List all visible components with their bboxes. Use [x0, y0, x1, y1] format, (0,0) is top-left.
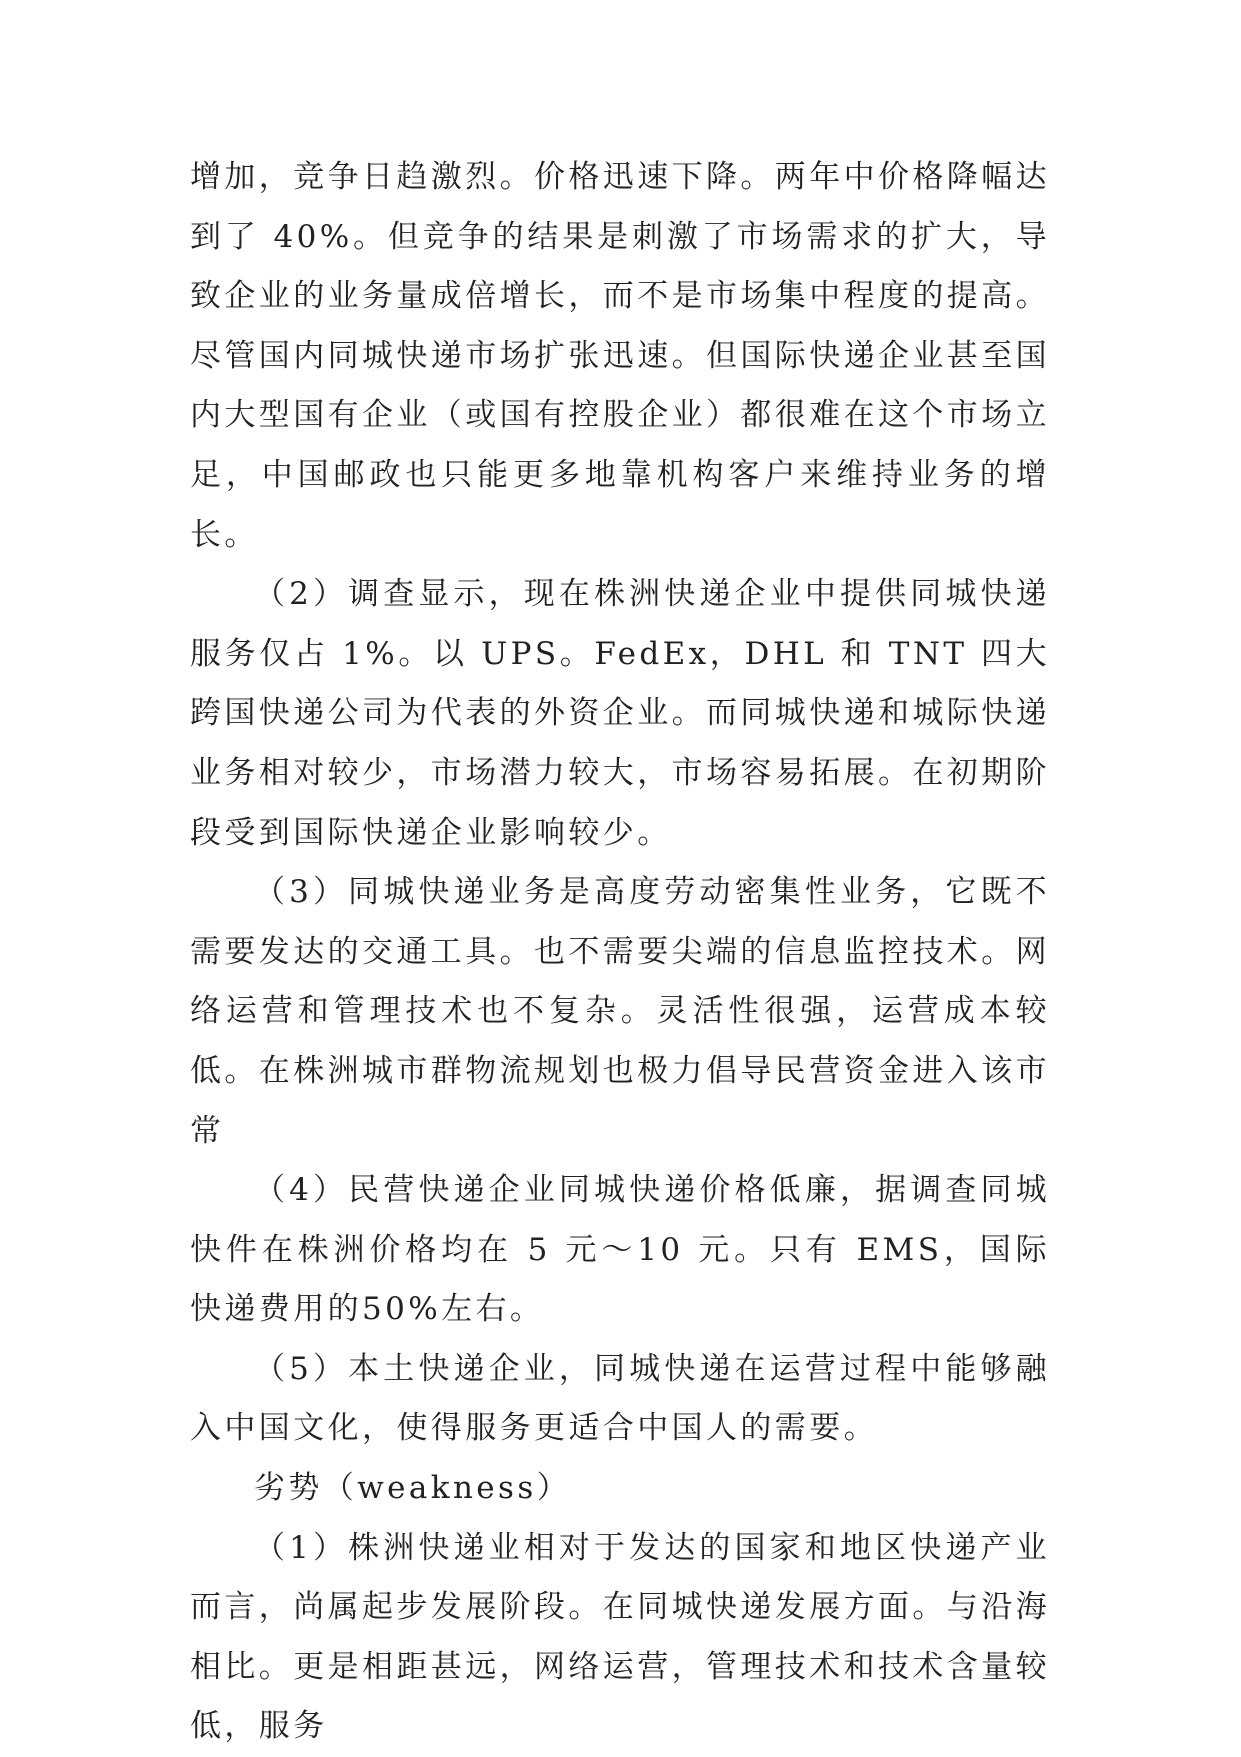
paragraph-weakness-1: （1）株洲快递业相对于发达的国家和地区快递产业而言，尚属起步发展阶段。在同城快递发展方面。与沿海相比。更是相距甚远，网络运营，管理技术和技术含量较低，服务 [190, 1529, 1050, 1745]
paragraph-continuation: 增加，竞争日趋激烈。价格迅速下降。两年中价格降幅达到了 40%。但竞争的结果是刺激了市场需求的扩大，导致企业的业务量成倍增长，而不是市场集中程度的提高。尽管国内同城快递市场扩张迅速。但国际快递企业甚至国内大型国有企业（或国有控股企业）都很难在这个市场立足，中国邮政也只能更多地靠机构客户来维持业务的增长。 [190, 159, 1050, 553]
paragraph-strength-3: （3）同城快递业务是高度劳动密集性业务，它既不需要发达的交通工具。也不需要尖端的信息监控技术。网络运营和管理技术也不复杂。灵活性很强，运营成本较低。在株洲城市群物流规划也极力倡导民营资金进入该市常 [190, 874, 1050, 1149]
paragraph-strength-4: （4）民营快递企业同城快递价格低廉，据调查同城快件在株洲价格均在 5 元～10 元。只有 EMS，国际快递费用的50%左右。 [190, 1172, 1050, 1328]
paragraph-strength-5: （5）本土快递企业，同城快递在运营过程中能够融入中国文化，使得服务更适合中国人的需要。 [190, 1350, 1050, 1447]
paragraph-strength-2: （2）调查显示，现在株洲快递企业中提供同城快递服务仅占 1%。以 UPS。FedEx，DHL 和 TNT 四大跨国快递公司为代表的外资企业。而同城快递和城际快递业务相对较少，市场潜力较大，市场容易拓展。在初期阶段受到国际快递企业影响较少。 [190, 576, 1050, 851]
section-heading-weakness: 劣势（weakness） [254, 1470, 572, 1507]
document-page [190, 148, 1050, 1757]
